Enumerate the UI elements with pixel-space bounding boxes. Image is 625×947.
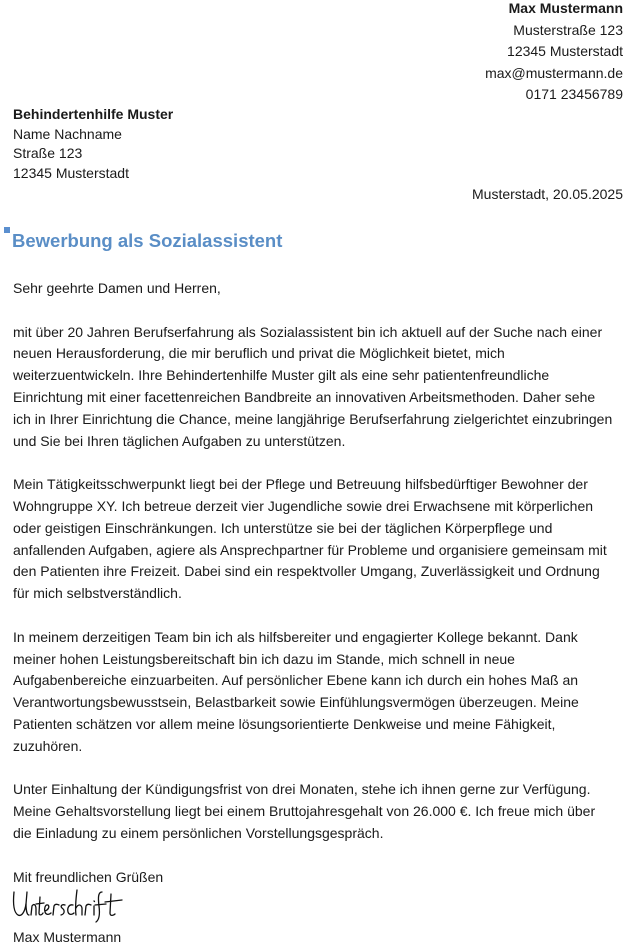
handwritten-signature <box>10 886 128 924</box>
recipient-address-block <box>13 105 173 184</box>
sender-street: Musterstraße 123 <box>513 21 623 38</box>
recipient-street: Straße 123 <box>13 145 83 162</box>
signer-name: Max Mustermann <box>13 929 122 945</box>
letter-date: Musterstadt, 20.05.2025 <box>472 186 623 202</box>
body-paragraph-4: Unter Einhaltung der Kündigungsfrist von drei Monaten, stehe ich ihnen gerne zur Verfügung. Meine Gehaltsvorstellung liegt bei einem Bruttojahresgehalt von 26.000 €. Ich freue mich über die Einladung zu einem persönlichen Vorstellungsgespräch. <box>13 781 596 841</box>
recipient-city: 12345 Musterstadt <box>13 165 129 182</box>
closing-greeting: Mit freundlichen Grüßen <box>13 868 164 885</box>
heading-marker <box>4 227 10 233</box>
recipient-organization: Behindertenhilfe Muster <box>13 106 174 122</box>
letter-subject: Bewerbung als Sozialassistent <box>12 230 283 251</box>
sender-address-block <box>485 0 623 106</box>
letter-body <box>13 278 613 888</box>
body-paragraph-3: In meinem derzeitigen Team bin ich als hilfsbereiter und engagierter Kollege bekannt. Dank meiner hohen Leistungsbereitschaft bin ich dazu im Stande, mich schnell in neue Aufgabenbereiche einzuarbeiten. Auf persönlicher Ebene kann ich durch ein hohes Maß an Verantwortungsbewusstsein, Belastbarkeit sowie Einfühlungsvermögen überzeugen. Meine Patienten schätzen vor allem meine lösungsorientierte Denkweise und meine Fähigkeit, zuzuhören. <box>13 628 579 754</box>
salutation: Sehr geehrte Damen und Herren, <box>13 280 221 296</box>
recipient-contact: Name Nachname <box>13 125 122 142</box>
body-paragraph-1: mit über 20 Jahren Berufserfahrung als Sozialassistent bin ich aktuell auf der Suche nach einer neuen Herausforderung, die mir beruflich und privat die Möglichkeit bietet, mich weiterzuentwickeln. Ihre Behindertenhilfe Muster gilt als eine sehr patientenfreundliche Einrichtung mit einer facettenreichen Bandbreite an innovativen Arbeitsmethoden. Daher sehe ich in Ihrer Einrichtung die Chance, meine langjährige Berufserfahrung zielgerichtet einzubringen und Sie bei Ihren täglichen Aufgaben zu unterstützen. <box>13 323 613 449</box>
sender-email: max@mustermann.de <box>485 64 623 81</box>
body-paragraph-2: Mein Tätigkeitsschwerpunkt liegt bei der Pflege und Betreuung hilfsbedürftiger Bewohner der Wohngruppe XY. Ich betreue derzeit vier Jugendliche sowie drei Erwachsene mit körperlichen oder geistigen Einschränkungen. Ich unterstütze sie bei der täglichen Körperpflege und anfallenden Aufgaben, agiere als Ansprechpartner für Probleme und organisiere gemeinsam mit den Patienten ihre Freizeit. Dabei sind ein respektvoller Umgang, Zuverlässigkeit und Ordnung für mich selbstverständlich. <box>13 476 607 602</box>
sender-name: Max Mustermann <box>508 0 623 16</box>
sender-city: 12345 Musterstadt <box>507 43 623 60</box>
sender-phone: 0171 23456789 <box>525 86 623 103</box>
